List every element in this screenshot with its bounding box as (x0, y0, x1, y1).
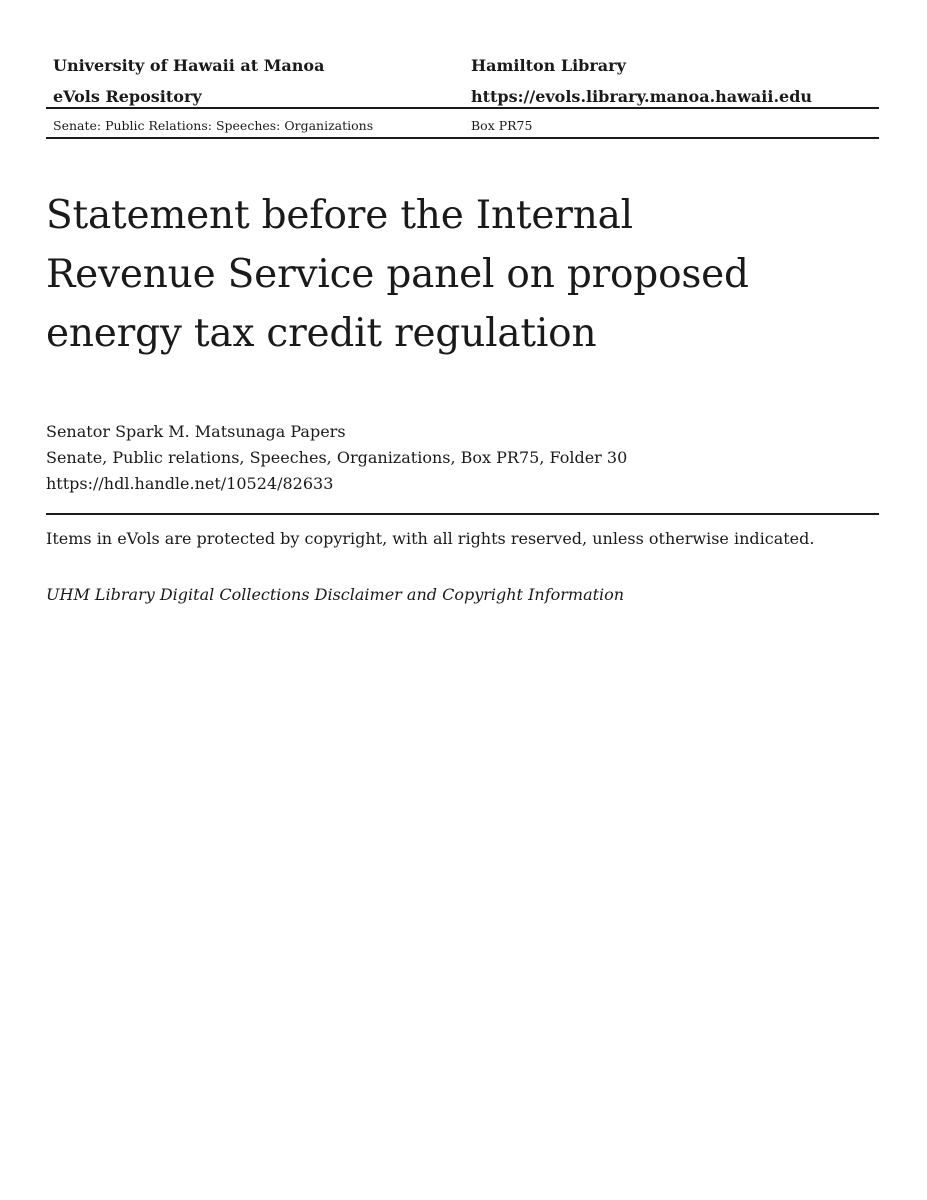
repository-url-link[interactable]: https://evols.library.manoa.hawaii.edu (471, 87, 813, 106)
collection-name: Senator Spark M. Matsunaga Papers (46, 422, 346, 441)
repository-name: eVols Repository (53, 87, 202, 106)
collection-path: Senate: Public Relations: Speeches: Organizations (53, 118, 374, 133)
folder-location: Senate, Public relations, Speeches, Organizations, Box PR75, Folder 30 (46, 448, 628, 467)
handle-link[interactable]: https://hdl.handle.net/10524/82633 (46, 474, 334, 493)
document-metadata (46, 419, 879, 497)
footer-divider (46, 513, 879, 515)
header-divider-top (46, 107, 879, 109)
document-title: Statement before the Internal Revenue Service panel on proposed energy tax credit regulation (46, 193, 749, 356)
rights-statement: Items in eVols are protected by copyright, with all rights reserved, unless otherwise indicated. (46, 529, 815, 548)
library-name: Hamilton Library (471, 56, 626, 75)
box-label: Box PR75 (471, 118, 533, 133)
header-row-1 (46, 52, 879, 83)
header-subrow (46, 116, 879, 136)
institution-name: University of Hawaii at Manoa (53, 56, 325, 75)
header-row-2 (46, 83, 879, 114)
disclaimer-link[interactable]: UHM Library Digital Collections Disclaimer and Copyright Information (46, 585, 625, 604)
repository-header (46, 52, 879, 133)
header-divider-bottom (46, 137, 879, 139)
